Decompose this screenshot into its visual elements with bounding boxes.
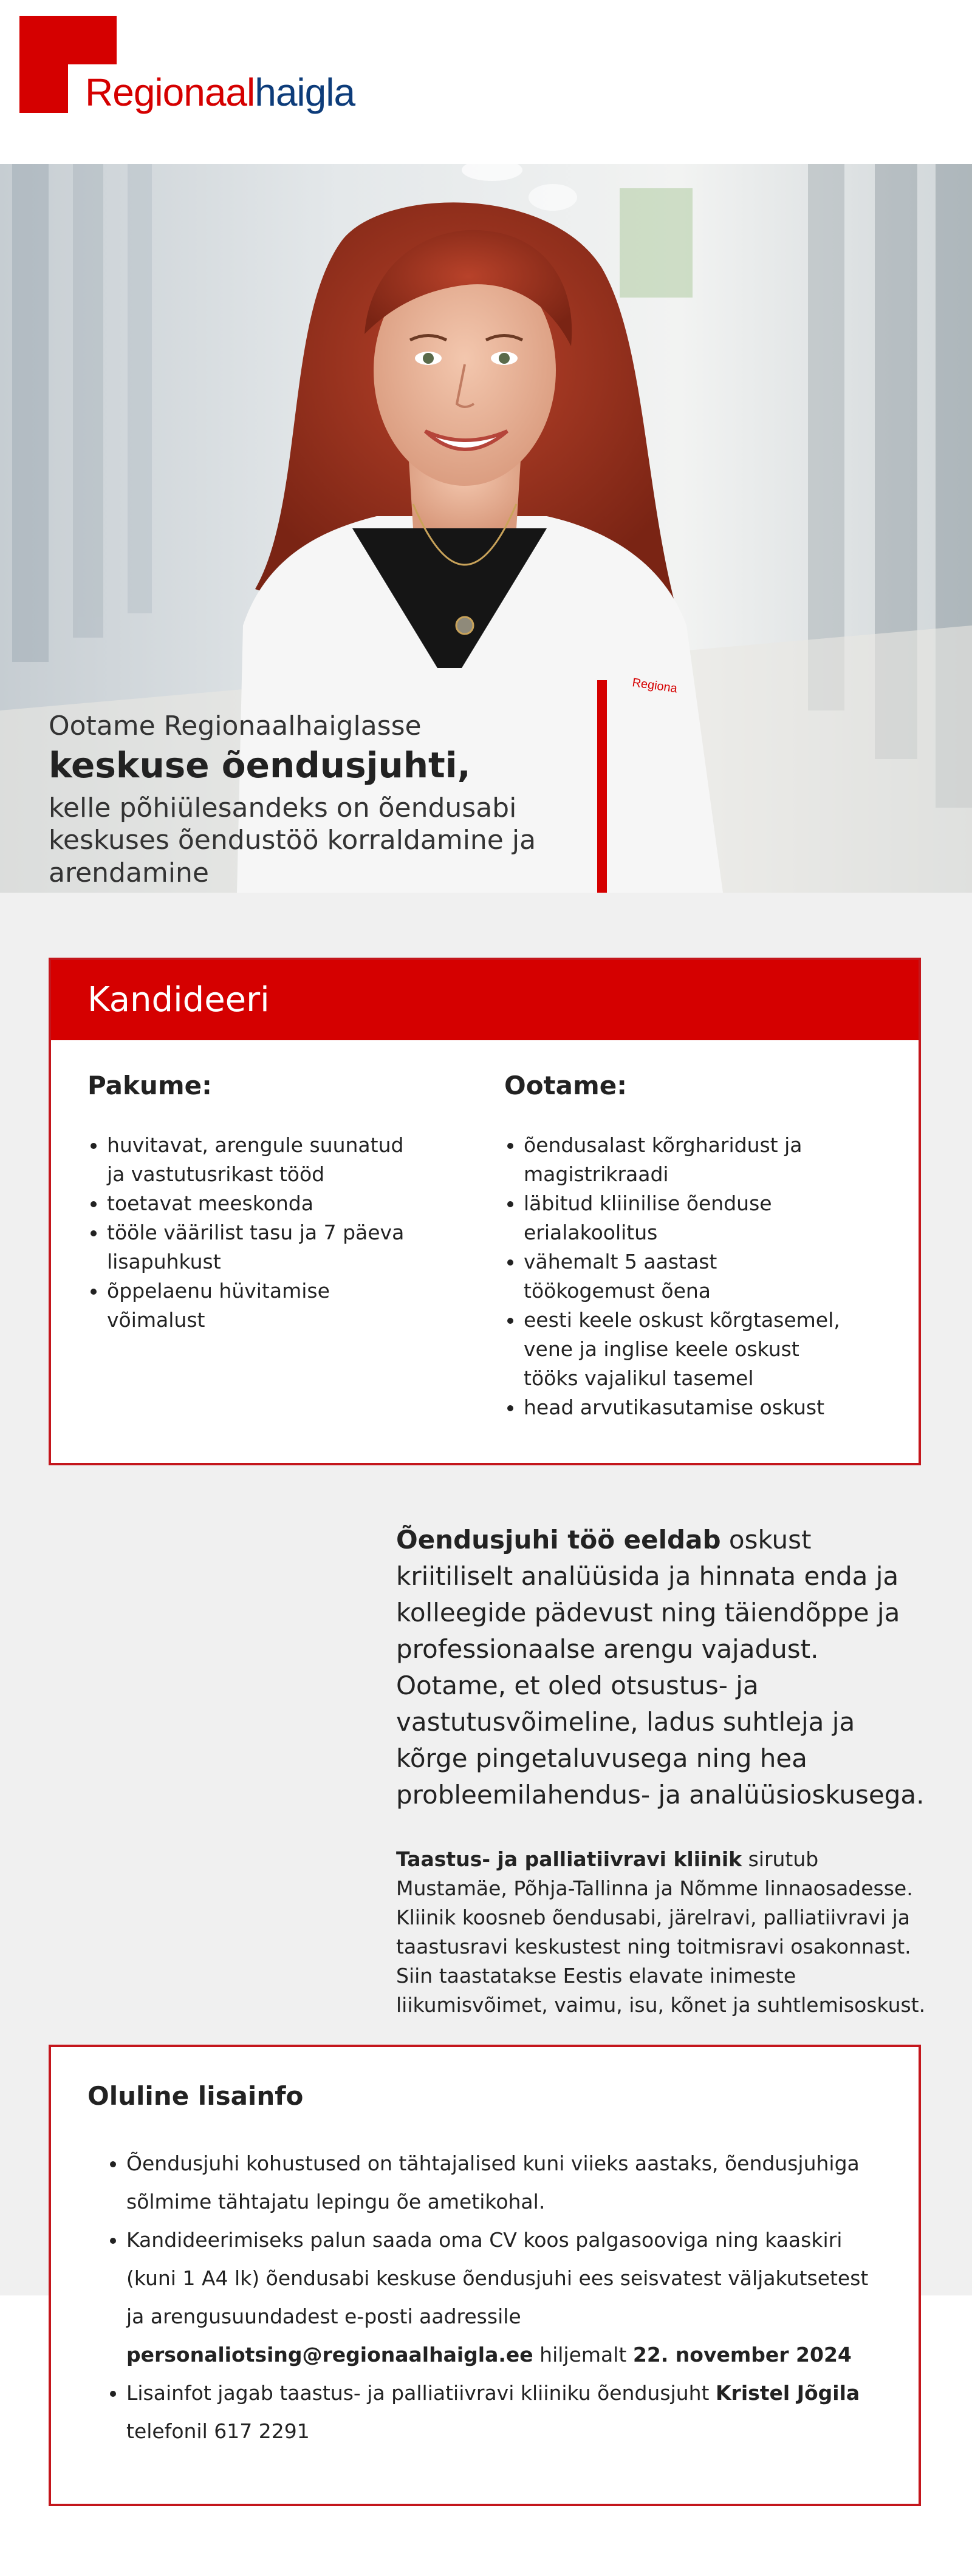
role-requirements-text (396, 1522, 931, 1813)
offer-item: • õppelaenu hüvitamise võimalust (107, 1276, 428, 1335)
header (0, 0, 972, 164)
contact-name: Kristel Jõgila (715, 2381, 860, 2405)
phone-number[interactable]: 617 2291 (214, 2419, 310, 2443)
job-title: keskuse õendusjuhti, (49, 745, 471, 786)
offer-item: • huvitavat, arengule suunatud ja vastutusrikast tööd (107, 1131, 428, 1189)
info-card (49, 2045, 921, 2506)
deadline-prefix: hiljemalt (533, 2343, 633, 2366)
info-item: • Õendusjuhi kohustused on tähtajalised kuni viieks aastaks, õendusjuhiga sõlmime tähtajatu lepingu õe ametikohal. (126, 2144, 883, 2221)
offer-item: • toetavat meeskonda (107, 1189, 428, 1218)
info-item (126, 2374, 883, 2450)
info-contact-text: Lisainfot jagab taastus- ja palliatiivravi kliiniku õendusjuht (126, 2381, 716, 2405)
phone-prefix: telefonil (126, 2419, 214, 2443)
intro-lead: Ootame Regionaalhaiglasse (49, 710, 422, 741)
email-link[interactable]: personaliotsing@regionaalhaigla.ee (126, 2343, 533, 2366)
clinic-name: Taastus- ja palliatiivravi kliinik (396, 1847, 742, 1871)
role-requirements-rest: oskust kriitiliselt analüüsida ja hinnata enda ja kolleegide pädevust ning täiendõppe ja professionaalse arengu vajadust. Ootame, et oled otsustus- ja vastutusvõimeline, ladus suhtleja ja kõrge pingetaluvusega ning hea probleemilahendus- ja analüüsioskusega. (396, 1525, 925, 1810)
expect-list (504, 1131, 844, 1422)
expect-item: • õendusalast kõrgharidust ja magistrikraadi (524, 1131, 844, 1189)
clinic-description-rest: sirutub Mustamäe, Põhja-Tallinna ja Nõmme linnaosadesse. Kliinik koosneb õendusabi, järelravi, palliatiivravi ja taastusravi keskustest ning toitmisravi osakonnast. Siin taastatakse Eestis elavate inimeste liikumisvõimet, vaimu, isu, kõnet ja suhtlemisoskust. (396, 1847, 926, 2017)
expect-heading: Ootame: (504, 1071, 628, 1100)
clinic-description (396, 1845, 931, 2020)
apply-button[interactable]: Kandideeri (51, 960, 919, 1040)
offer-column (87, 1071, 428, 1335)
offer-list (87, 1131, 428, 1335)
intro-description: kelle põhiülesandeks on õendusabi keskuses õendustöö korraldamine ja arendamine (49, 792, 536, 889)
logo-part-haigla: haigla (255, 70, 355, 114)
expect-item: • head arvutikasutamise oskust (524, 1393, 844, 1422)
expect-item: • eesti keele oskust kõrgtasemel, vene ja inglise keele oskust tööks vajalikul tasemel (524, 1306, 844, 1393)
expect-item: • vähemalt 5 aastast töökogemust õena (524, 1247, 844, 1306)
expect-column (504, 1071, 844, 1422)
info-item (126, 2221, 883, 2374)
jacket-logo-text: Regiona (631, 676, 679, 696)
expect-item: • läbitud kliinilise õenduse erialakoolitus (524, 1189, 844, 1247)
regionaalhaigla-logo[interactable] (85, 70, 355, 114)
intro-block (49, 710, 595, 890)
deadline-date: 22. november 2024 (632, 2343, 852, 2366)
accent-bar (597, 680, 607, 893)
offer-item: • tööle väärilist tasu ja 7 päeva lisapuhkust (107, 1218, 428, 1276)
offer-heading: Pakume: (87, 1071, 212, 1100)
info-list (87, 2144, 883, 2450)
role-requirements-bold: Õendusjuhi töö eeldab (396, 1525, 721, 1555)
logo-part-regionaal: Regionaal (85, 70, 255, 114)
role-description (396, 1522, 931, 2020)
apply-card (49, 958, 921, 1465)
info-heading: Oluline lisainfo (87, 2081, 304, 2111)
info-apply-text: Kandideerimiseks palun saada oma CV koos palgasooviga ning kaaskiri (kuni 1 A4 lk) õendusabi keskuse õendusjuhi ees seisvatest väljakutsetest ja arengusuundadest e-posti aadressile (126, 2228, 869, 2328)
